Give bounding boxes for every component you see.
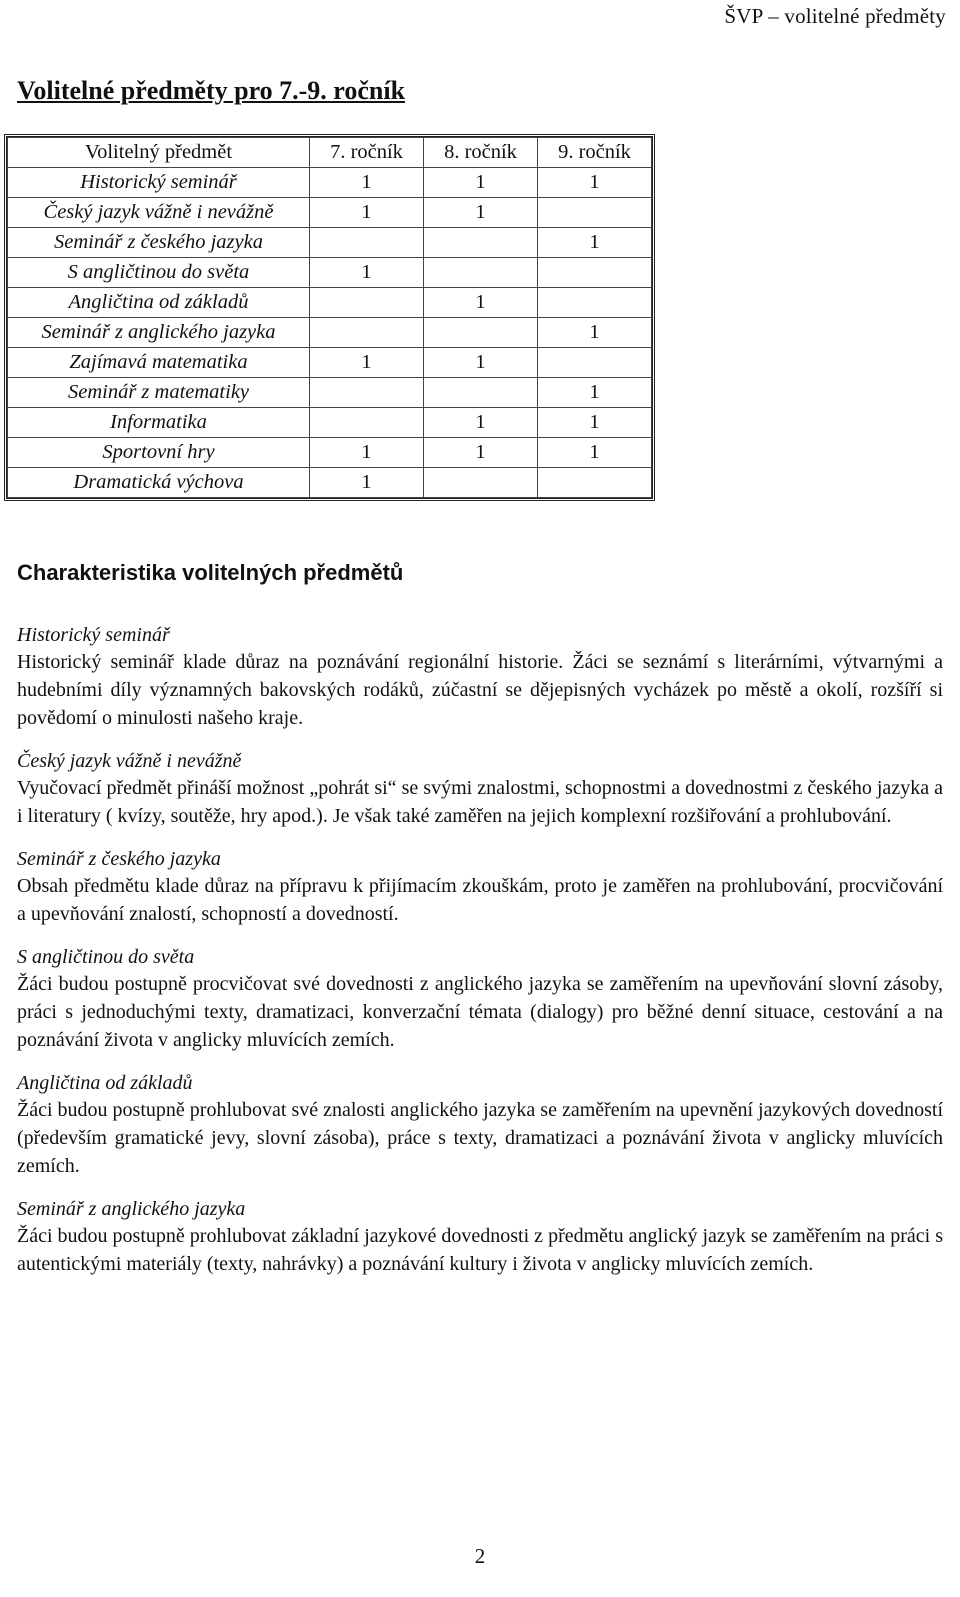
subject-description [17,944,943,1054]
table-row [8,438,652,468]
subject-name: Informatika [8,408,310,438]
grade-8-cell: 1 [424,348,538,378]
subject-description-text: Vyučovací předmět přináší možnost „pohrát si“ se svými znalostmi, schopnostmi a dovednostmi z českého jazyka a i literatury ( kvízy, soutěže, hry apod.). Je však také zaměřen na jejich komplexní rozšiřování a prohlubování. [17,777,943,827]
subject-description-title: Český jazyk vážně i nevážně [17,750,242,772]
subject-name: Dramatická výchova [8,468,310,498]
subject-description-text: Historický seminář klade důraz na poznávání regionální historie. Žáci se seznámí s literárními, výtvarnými a hudebními díly významných bakovských rodáků, zúčastní se dějepisných vycházek po městě a okolí, rozšíří si povědomí o minulosti našeho kraje. [17,651,943,729]
table-row [8,288,652,318]
subject-name: Zajímavá matematika [8,348,310,378]
subject-name: Historický seminář [8,168,310,198]
subject-description [17,1070,943,1180]
subject-description-title: Seminář z anglického jazyka [17,1198,246,1220]
running-header: ŠVP – volitelné předměty [724,4,946,28]
subject-name: Seminář z matematiky [8,378,310,408]
subject-description-text: Obsah předmětu klade důraz na přípravu k přijímacím zkouškám, proto je zaměřen na prohlubování, procvičování a upevňování znalostí, schopností a dovedností. [17,875,943,925]
grade-8-cell [424,258,538,288]
subject-name: Seminář z anglického jazyka [8,318,310,348]
subject-name: Seminář z českého jazyka [8,228,310,258]
subject-name: Sportovní hry [8,438,310,468]
subject-description [17,622,943,732]
grade-9-cell [538,468,652,498]
table-row [8,348,652,378]
grade-7-cell: 1 [310,348,424,378]
grade-9-cell: 1 [538,318,652,348]
column-header-grade-8: 8. ročník [424,138,538,168]
grade-7-cell [310,288,424,318]
characteristics-list [17,622,943,1294]
grade-8-cell: 1 [424,408,538,438]
subject-description-text: Žáci budou postupně procvičovat své dovednosti z anglického jazyka se zaměřením na upevňování slovní zásoby, práci s jednoduchými texty, dramatizaci, konverzační témata (dialogy) pro běžné denní situace, cestování a na poznávání života v anglicky mluvících zemích. [17,973,943,1051]
grade-7-cell: 1 [310,468,424,498]
subject-description-text: Žáci budou postupně prohlubovat základní jazykové dovednosti z předmětu anglický jazyk se zaměřením na práci s autentickými materiály (texty, nahrávky) a poznávání kultury i života v anglicky mluvících zemích. [17,1225,943,1275]
table-row [8,378,652,408]
characteristics-heading: Charakteristika volitelných předmětů [17,560,404,585]
grade-8-cell [424,318,538,348]
page-number: 2 [474,1544,486,1568]
table-row [8,318,652,348]
column-header-subject: Volitelný předmět [8,138,310,168]
grade-9-cell: 1 [538,378,652,408]
grade-9-cell [538,348,652,378]
grade-9-cell: 1 [538,408,652,438]
grade-7-cell [310,228,424,258]
subject-name: Český jazyk vážně i nevážně [8,198,310,228]
grade-7-cell [310,318,424,348]
table-row [8,468,652,498]
grade-9-cell [538,198,652,228]
grade-8-cell: 1 [424,438,538,468]
subject-description-title: S angličtinou do světa [17,946,195,968]
subject-description-title: Angličtina od základů [17,1072,193,1094]
subject-description-text: Žáci budou postupně prohlubovat své znalosti anglického jazyka se zaměřením na upevnění jazykových dovedností (především gramatické jevy, slovní zásoba), práce s texty, dramatizaci a poznávání života v anglicky mluvících zemích. [17,1099,943,1177]
table-row [8,258,652,288]
subject-name: Angličtina od základů [8,288,310,318]
grade-7-cell [310,378,424,408]
grade-7-cell: 1 [310,198,424,228]
grade-7-cell: 1 [310,168,424,198]
page-title: Volitelné předměty pro 7.-9. ročník [17,76,406,105]
subjects-table-frame [4,134,655,501]
grade-7-cell: 1 [310,438,424,468]
column-header-grade-9: 9. ročník [538,138,652,168]
subject-description-title: Seminář z českého jazyka [17,848,221,870]
table-row [8,408,652,438]
table-row [8,198,652,228]
grade-9-cell [538,288,652,318]
grade-8-cell: 1 [424,168,538,198]
grade-9-cell: 1 [538,228,652,258]
subject-description [17,846,943,928]
table-row [8,168,652,198]
subject-description [17,1196,943,1278]
subject-description-title: Historický seminář [17,624,170,646]
grade-9-cell: 1 [538,168,652,198]
grade-7-cell [310,408,424,438]
subject-name: S angličtinou do světa [8,258,310,288]
grade-8-cell [424,228,538,258]
column-header-grade-7: 7. ročník [310,138,424,168]
table-header-row [8,138,652,168]
grade-8-cell [424,468,538,498]
grade-8-cell: 1 [424,198,538,228]
subject-description [17,748,943,830]
grade-8-cell: 1 [424,288,538,318]
table-row [8,228,652,258]
grade-7-cell: 1 [310,258,424,288]
grade-8-cell [424,378,538,408]
grade-9-cell: 1 [538,438,652,468]
subjects-table [7,137,652,498]
grade-9-cell [538,258,652,288]
